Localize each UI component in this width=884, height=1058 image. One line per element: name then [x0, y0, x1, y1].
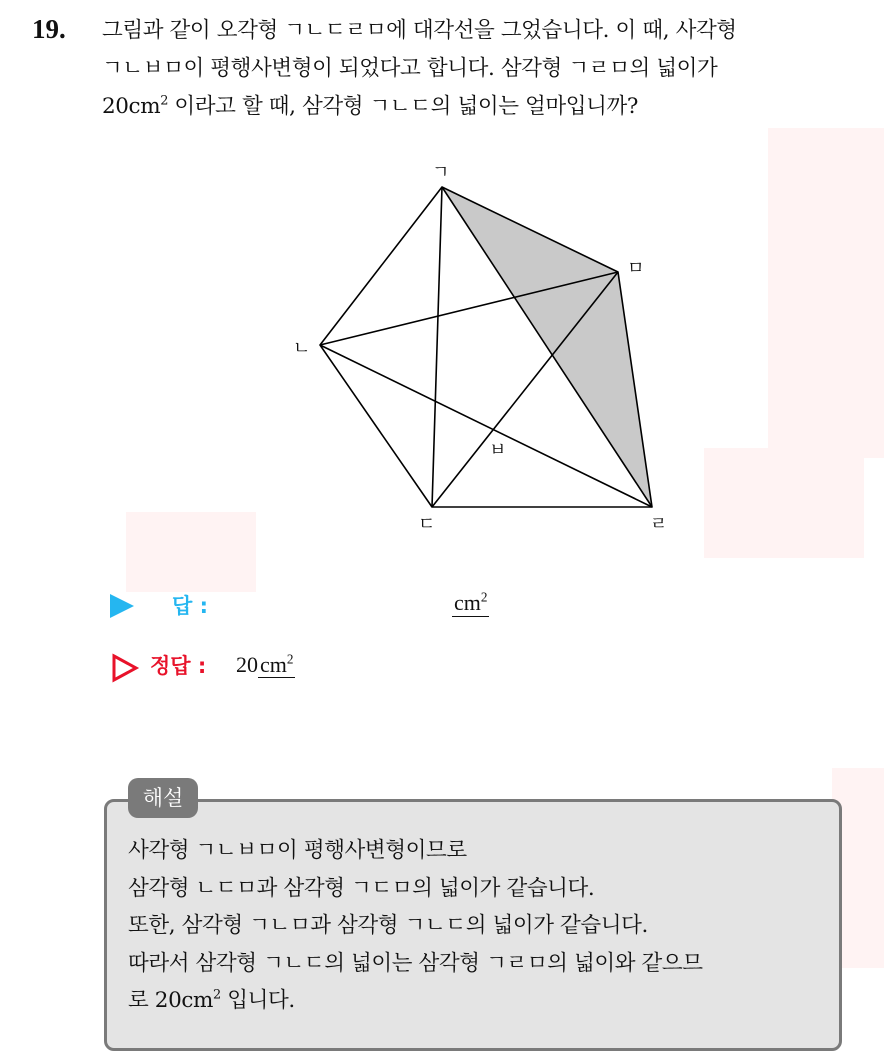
outline-triangle-icon: [110, 653, 140, 683]
answer-row: [108, 588, 608, 628]
explanation-area-value: 로 20cm: [128, 988, 213, 1013]
explanation-line: [128, 982, 834, 1020]
question-area-value: 20cm: [102, 94, 161, 119]
vertex-label-m: ㅁ: [627, 258, 645, 279]
vertex-label-g: ㄱ: [432, 162, 450, 183]
vertex-label-b: ㅂ: [489, 440, 507, 461]
vertex-label-r: ㄹ: [650, 514, 668, 535]
correct-answer-unit-exponent: 2: [286, 651, 294, 667]
answer-label: 답 :: [172, 594, 208, 618]
correct-answer-value-group: [236, 652, 295, 678]
question-line-end: 이라고 할 때, 삼각형 ㄱㄴㄷ의 넓이는 얼마입니까?: [168, 94, 638, 119]
explanation-line: 삼각형 ㄴㄷㅁ과 삼각형 ㄱㄷㅁ의 넓이가 같습니다.: [128, 875, 595, 901]
correct-answer-label: 정답 :: [150, 654, 207, 678]
question-number: 19.: [32, 14, 66, 44]
explanation-line-end: 입니다.: [220, 988, 295, 1013]
question-line: ㄱㄴㅂㅁ이 평행사변형이 되었다고 합니다. 삼각형 ㄱㄹㅁ의 넓이가: [102, 56, 718, 81]
explanation-text: [128, 832, 834, 1020]
answer-unit-exponent: 2: [480, 589, 488, 605]
correct-answer-unit: cm: [260, 652, 287, 677]
question-area-exponent: 2: [160, 93, 168, 109]
answer-unit-blank[interactable]: [452, 590, 489, 617]
vertex-label-n: ㄴ: [293, 338, 311, 359]
play-triangle-icon: [110, 594, 134, 618]
question-line: 그림과 같이 오각형 ㄱㄴㄷㄹㅁ에 대각선을 그었습니다. 이 때, 사각형: [102, 18, 737, 43]
correct-answer-unit-group: [258, 652, 295, 678]
explanation-line: 따라서 삼각형 ㄱㄴㄷ의 넓이는 삼각형 ㄱㄹㅁ의 넓이와 같으므: [128, 950, 703, 976]
correct-answer-value: 20: [236, 652, 258, 677]
diagonal-gd: [432, 187, 442, 507]
vertex-label-d: ㄷ: [418, 514, 436, 535]
explanation-tag: 해설: [128, 778, 198, 818]
answer-unit: cm: [454, 590, 481, 615]
explanation-line: 또한, 삼각형 ㄱㄴㅁ과 삼각형 ㄱㄴㄷ의 넓이가 같습니다.: [128, 913, 648, 938]
correct-answer-row: [108, 650, 508, 690]
explanation-area-exponent: 2: [213, 987, 221, 1003]
explanation-line: 사각형 ㄱㄴㅂㅁ이 평행사변형이므로: [128, 838, 467, 863]
